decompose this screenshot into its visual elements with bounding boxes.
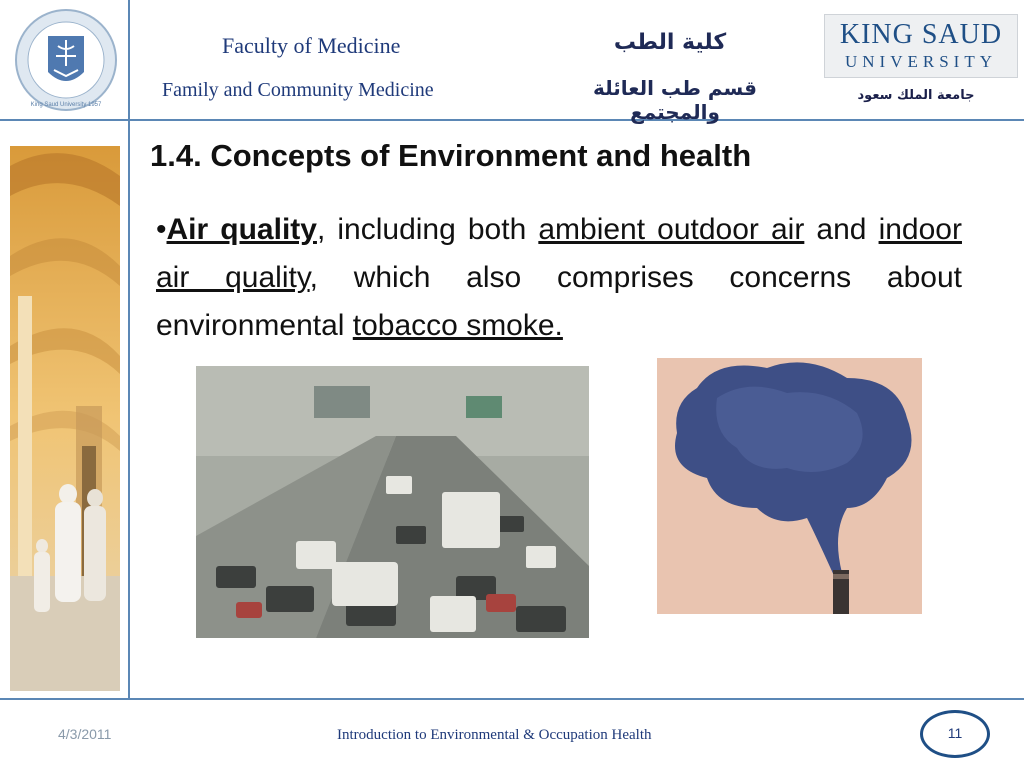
slide-title: 1.4. Concepts of Environment and health (150, 138, 752, 173)
link-indoor-air-quality[interactable]: indoor air quality (156, 213, 962, 294)
slide-date: 4/3/2011 (58, 726, 112, 742)
traffic-smog-photo (196, 366, 589, 638)
arcade-photo (10, 146, 120, 691)
term-air-quality[interactable]: Air quality (166, 213, 317, 246)
department-name-arabic: قسم طب العائلة والمجتمع (592, 76, 758, 124)
header-divider-horizontal (0, 119, 1024, 121)
bullet-text-3: , which also comprises concerns about environmental (156, 261, 963, 342)
king-saud-university-logo (824, 14, 1018, 78)
bullet-text-1: , including both (316, 213, 539, 246)
bullet-marker: • (156, 213, 167, 246)
smokestack-photo (657, 358, 922, 614)
sidebar-divider (128, 121, 130, 698)
page-number: 11 (947, 725, 963, 741)
university-name-arabic: جامعة الملك سعود (857, 88, 975, 103)
logo-line-2: UNIVERSITY (845, 52, 997, 71)
page-number-badge (920, 710, 990, 758)
faculty-name-english: Faculty of Medicine (222, 33, 401, 58)
link-tobacco-smoke[interactable]: tobacco smoke. (352, 309, 563, 342)
logo-line-1: KING SAUD (839, 19, 1003, 50)
bullet-text-2: and (804, 213, 879, 246)
bullet-paragraph (156, 206, 962, 350)
link-ambient-outdoor-air[interactable]: ambient outdoor air (538, 213, 805, 246)
header-divider-vertical (128, 0, 130, 120)
seal-text: King Saud University 1957 (30, 102, 102, 108)
department-name-english: Family and Community Medicine (162, 79, 434, 101)
footer-course-title: Introduction to Environmental & Occupation Health (337, 727, 652, 743)
faculty-name-arabic: كلية الطب (613, 30, 727, 55)
footer-divider (0, 698, 1024, 700)
university-seal-logo (14, 6, 118, 114)
